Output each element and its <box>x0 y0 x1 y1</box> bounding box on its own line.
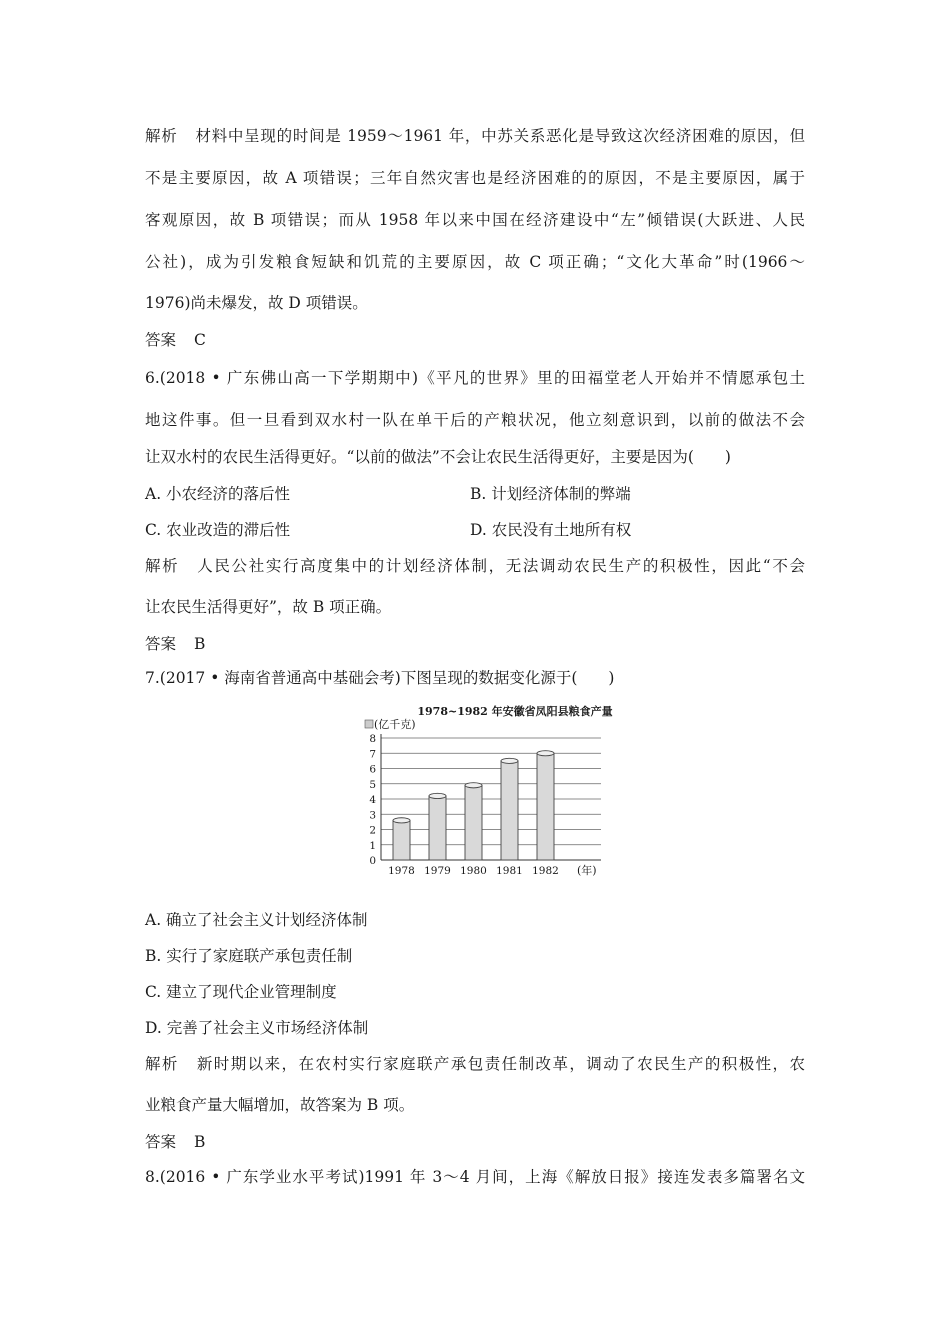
q5-analysis-line-2: 不是主要原因，故 A 项错误；三年自然灾害也是经济困难的的原因，不是主要原因，属于 <box>145 169 805 187</box>
grain-output-bar-chart <box>363 700 613 885</box>
y-axis-label: (亿千克) <box>374 718 416 731</box>
q6-option-c: C. 农业改造的滞后性 <box>145 521 291 539</box>
chart-gridlines <box>381 738 601 845</box>
bar <box>501 761 518 860</box>
bar <box>537 753 554 860</box>
y-tick-label: 3 <box>369 809 376 822</box>
y-tick-label: 0 <box>369 855 376 867</box>
bar <box>393 820 410 860</box>
q5-answer <box>145 329 805 351</box>
q6-answer-label: 答案 <box>145 635 177 653</box>
bar-top <box>465 783 482 788</box>
q7-answer-label: 答案 <box>145 1133 177 1151</box>
chart-title: 1978~1982 年安徽省凤阳县粮食产量 <box>417 705 613 718</box>
x-tick-label: 1980 <box>460 865 487 877</box>
bar <box>465 785 482 860</box>
q5-analysis-line-3: 客观原因，故 B 项错误；而从 1958 年以来中国在经济建设中“左”倾错误(大跃进、人民 <box>145 211 805 229</box>
q6-answer <box>145 633 805 655</box>
q7-analysis-line-2: 业粮食产量大幅增加，故答案为 B 项。 <box>145 1096 415 1114</box>
bar-top <box>537 751 554 756</box>
q7-answer <box>145 1131 805 1153</box>
x-axis-label: (年) <box>577 864 597 877</box>
y-tick-label: 2 <box>369 824 376 837</box>
y-tick-label: 8 <box>369 733 376 745</box>
q7-stem: 7.(2017 • 海南省普通高中基础会考)下图呈现的数据变化源于( ) <box>145 669 615 687</box>
q5-analysis-line-4: 公社)，成为引发粮食短缺和饥荒的主要原因，故 C 项正确；“文化大革命”时(1966～ <box>145 253 805 271</box>
q5-analysis-label: 解析 <box>145 127 178 145</box>
q7-option-d: D. 完善了社会主义市场经济体制 <box>145 1019 369 1037</box>
y-tick-label: 7 <box>369 748 376 761</box>
q5-analysis-line-5: 1976)尚未爆发，故 D 项错误。 <box>145 294 368 312</box>
q6-analysis-line-2: 让农民生活得更好”，故 B 项正确。 <box>145 598 392 616</box>
q7-analysis-line-1: 解析 新时期以来，在农村实行家庭联产承包责任制改革，调动了农民生产的积极性，农 <box>145 1055 805 1073</box>
x-tick-label: 1981 <box>496 865 523 877</box>
q7-option-a: A. 确立了社会主义计划经济体制 <box>145 911 368 929</box>
y-tick-label: 1 <box>369 839 376 852</box>
q8-stem: 8.(2016 • 广东学业水平考试)1991 年 3～4 月间，上海《解放日报》接连发表多篇署名文 <box>145 1168 805 1186</box>
legend-swatch <box>365 720 373 728</box>
q7-answer-value: B <box>194 1133 206 1151</box>
bar-top <box>429 793 446 798</box>
chart-bars <box>393 751 554 860</box>
q6-stem-line-1: 6.(2018 • 广东佛山高一下学期期中)《平凡的世界》里的田福堂老人开始并不情愿承包土 <box>145 369 805 387</box>
q6-stem-line-3: 让双水村的农民生活得更好。“以前的做法”不会让农民生活得更好，主要是因为( ) <box>145 448 731 466</box>
q5-answer-value: C <box>194 331 206 349</box>
q6-option-b: B. 计划经济体制的弊端 <box>470 485 631 503</box>
bar-top <box>501 758 518 763</box>
y-tick-labels <box>369 733 376 867</box>
q6-analysis-label: 解析 <box>145 557 180 575</box>
x-tick-labels <box>388 865 559 877</box>
q6-option-d: D. 农民没有土地所有权 <box>470 521 632 539</box>
bar-top <box>393 818 410 823</box>
q7-option-c: C. 建立了现代企业管理制度 <box>145 983 337 1001</box>
x-tick-label: 1978 <box>388 865 415 877</box>
x-tick-label: 1979 <box>424 865 451 877</box>
q5-analysis-line-1: 解析 材料中呈现的时间是 1959～1961 年，中苏关系恶化是导致这次经济困难的原因，但 <box>145 127 805 145</box>
q7-option-b: B. 实行了家庭联产承包责任制 <box>145 947 353 965</box>
q6-option-a: A. 小农经济的落后性 <box>145 485 291 503</box>
q6-answer-value: B <box>194 635 206 653</box>
y-tick-label: 6 <box>369 763 376 776</box>
q6-analysis-line-1: 解析 人民公社实行高度集中的计划经济体制，无法调动农民生产的积极性，因此“不会 <box>145 557 805 575</box>
bar <box>429 796 446 860</box>
y-tick-label: 4 <box>369 794 376 806</box>
y-tick-label: 5 <box>369 778 376 791</box>
q5-answer-label: 答案 <box>145 331 177 349</box>
q6-stem-line-2: 地这件事。但一旦看到双水村一队在单干后的产粮状况，他立刻意识到，以前的做法不会 <box>145 411 805 429</box>
q7-analysis-label: 解析 <box>145 1055 179 1073</box>
x-tick-label: 1982 <box>532 865 559 877</box>
